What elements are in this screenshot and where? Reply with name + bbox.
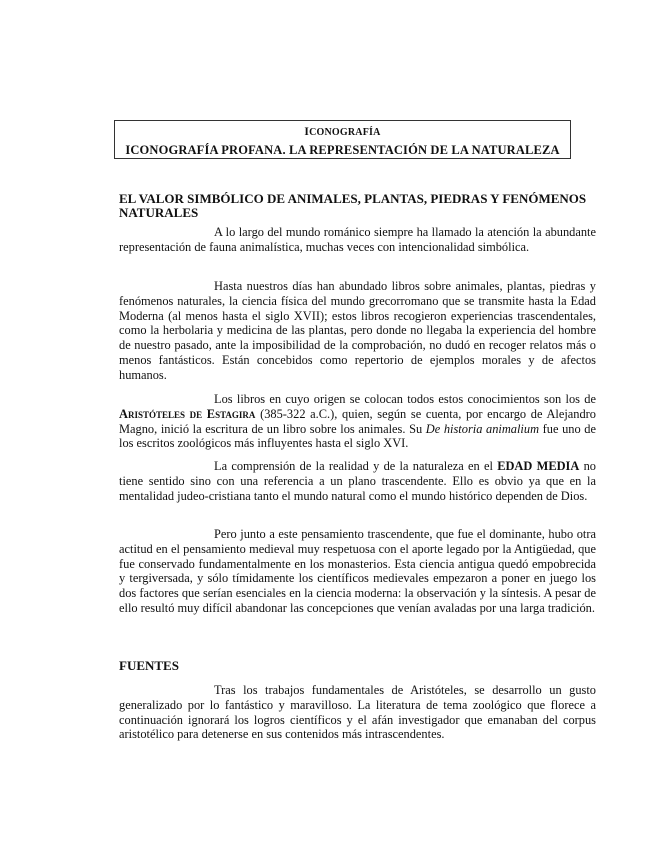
paragraph-6: Tras los trabajos fundamentales de Aristóteles, se desarrollo un gusto generalizado por lo fantástico y maravilloso. La literatura de tema zoológico que florece a continuación ignorará los logros científicos y el afán investigador que emanaban del corpus aristotélico para detenerse en sus contenidos más intrascendentes. [119, 683, 596, 742]
work-title: De historia animalium [425, 421, 540, 436]
paragraph-3-text-a: Los libros en cuyo origen se colocan todos estos conocimientos son los de [214, 392, 596, 406]
paragraph-4-text-a: La comprensión de la realidad y de la naturaleza en el [214, 459, 498, 473]
section-label-initial: I [304, 126, 310, 138]
edad-media-term: EDAD MEDIA [497, 459, 580, 473]
paragraph-2: Hasta nuestros días han abundado libros sobre animales, plantas, piedras y fenómenos naturales, la ciencia física del mundo grecorromano que se transmite hasta la Edad Moderna (al menos hasta el siglo XVII); estos libros recogieron experiencias trascendentales, como la herbolaria y medicina de las plantas, pero donde no llegaba la experiencia del hombre de nuestro pasado, ante la imposibilidad de la comprobación, no dudó en recoger relatos más o menos fantásticos. Están concebidos como repertorio de ejemplos morales y de afectos humanos. [119, 279, 596, 382]
section-heading-fuentes: FUENTES [119, 658, 179, 673]
paragraph-4 [119, 459, 596, 503]
section-heading-valor-simbolico: EL VALOR SIMBÓLICO DE ANIMALES, PLANTAS, PIEDRAS Y FENÓMENOS NATURALES [119, 191, 587, 220]
paragraph-1: A lo largo del mundo románico siempre ha llamado la atención la abundante representación de fauna animalística, muchas veces con intencionalidad simbólica. [119, 225, 596, 254]
page-title: ICONOGRAFÍA PROFANA. LA REPRESENTACIÓN DE LA NATURALEZA [125, 143, 560, 157]
paragraph-3-text-c: fue uno de los escritos zoológicos más influyentes hasta el siglo XVI. [119, 421, 596, 451]
paragraph-3-text-b: (385-322 a.C.), quien, según se cuenta, por encargo de Alejandro Magno, inició la escritura de un libro sobre los animales. Su [119, 406, 596, 436]
section-label [115, 126, 570, 138]
section-label-rest: CONOGRAFÍA [309, 127, 381, 138]
author-name: Aristóteles de Estagira [119, 406, 256, 421]
paragraph-4-text-b: no tiene sentido sino con una referencia a un plano trascendente. Ello es obvio ya que en la mentalidad judeo-cristiana tanto el mundo natural como el mundo histórico dependen de Dios. [119, 459, 596, 503]
paragraph-5: Pero junto a este pensamiento trascendente, que fue el dominante, hubo otra actitud en el pensamiento medieval muy respetuosa con el aporte legado por la Antigüedad, que fue conservado fundamentalmente en los monasterios. Esta ciencia antigua quedó empobrecida y tergiversada, y sólo tímidamente los científicos medievales empezaron a poner en juego los dos factores que serían esenciales en la ciencia moderna: la observación y la síntesis. A pesar de ello resultó muy difícil abandonar las concepciones que venían avaladas por una larga tradición. [119, 527, 596, 615]
paragraph-3 [119, 392, 596, 451]
header-box [114, 120, 571, 159]
